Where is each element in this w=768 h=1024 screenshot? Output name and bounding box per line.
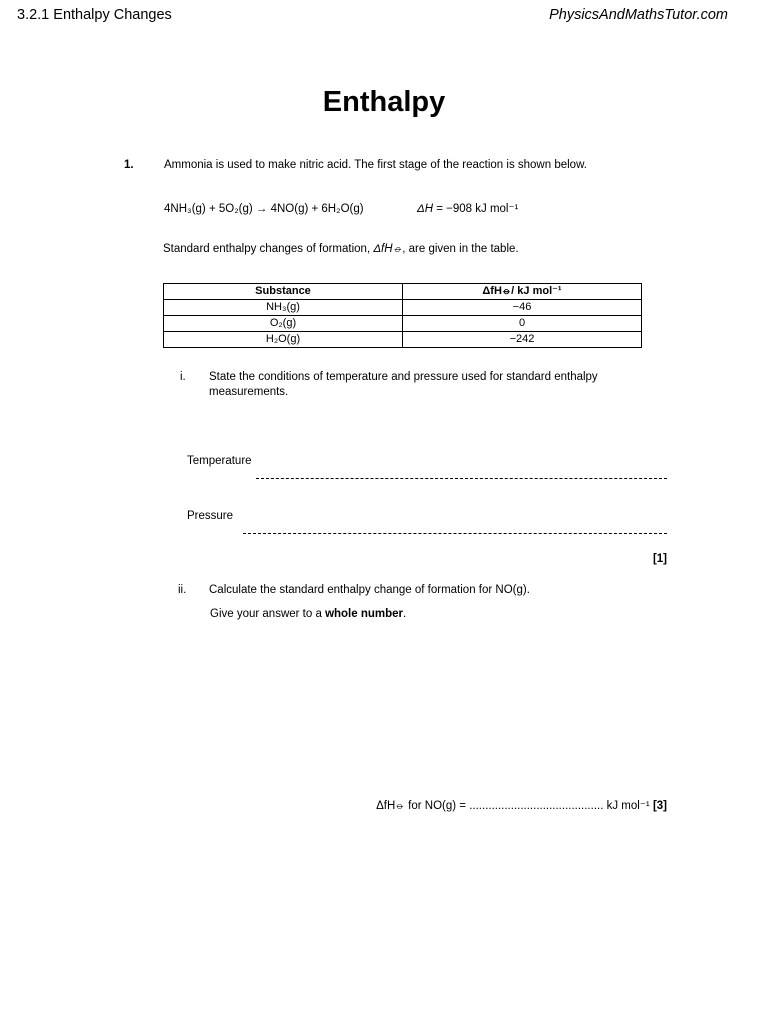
header-topic: 3.2.1 Enthalpy Changes <box>17 7 172 23</box>
part-ii-label: ii. <box>178 584 187 596</box>
question-intro: Ammonia is used to make nitric acid. The first stage of the reaction is shown below. <box>164 159 587 171</box>
table-header: Substance <box>164 284 403 300</box>
table-cell: H₂O(g) <box>164 332 403 348</box>
part-ii-instruction <box>210 607 406 622</box>
part-ii-marks: [3] <box>652 800 667 812</box>
part-ii-text: Calculate the standard enthalpy change of formation for NO(g). <box>209 584 530 596</box>
part-ii-answer-line <box>376 799 667 814</box>
answer-field[interactable]: .......................................... <box>469 800 604 812</box>
part-i-label: i. <box>180 371 186 383</box>
instruction-text-end: . <box>403 608 407 620</box>
temperature-answer-line[interactable] <box>256 472 667 479</box>
table-intro <box>163 242 519 257</box>
question-number: 1. <box>124 159 134 171</box>
pressure-label: Pressure <box>187 510 234 522</box>
page-title: Enthalpy <box>322 86 446 118</box>
instruction-text: Give your answer to a <box>210 608 326 620</box>
delta-h-value: = −908 kJ mol⁻¹ <box>436 203 519 215</box>
table-row <box>164 316 642 332</box>
table-intro-text-end: , are given in the table. <box>402 243 519 255</box>
header-site: PhysicsAndMathsTutor.com <box>549 7 728 23</box>
part-i-text: State the conditions of temperature and pressure used for standard enthalpy measurements. <box>209 371 598 398</box>
delta-h-symbol: ΔH <box>417 203 434 215</box>
enthalpy-table <box>163 283 642 348</box>
pressure-answer-line[interactable] <box>243 527 667 534</box>
part-i-marks: [1] <box>652 553 667 565</box>
table-intro-symbol: ΔfH⦵ <box>373 243 403 255</box>
answer-prefix: ΔfH⦵ for NO(g) = <box>376 800 470 812</box>
temperature-label: Temperature <box>187 455 252 467</box>
table-header-row <box>164 284 642 300</box>
table-row <box>164 332 642 348</box>
enthalpy-change <box>417 202 518 217</box>
instruction-emphasis: whole number <box>325 608 404 620</box>
table-header: ΔfH⦵/ kJ mol⁻¹ <box>403 284 642 300</box>
table-cell: O₂(g) <box>164 316 403 332</box>
reaction-equation: 4NH₃(g) + 5O₂(g) → 4NO(g) + 6H₂O(g) <box>164 203 364 215</box>
answer-unit: kJ mol⁻¹ <box>603 800 653 812</box>
table-cell: 0 <box>403 316 642 332</box>
table-intro-text: Standard enthalpy changes of formation, <box>163 243 374 255</box>
table-cell: −242 <box>403 332 642 348</box>
table-cell: NH₃(g) <box>164 300 403 316</box>
table-row <box>164 300 642 316</box>
table-cell: −46 <box>403 300 642 316</box>
